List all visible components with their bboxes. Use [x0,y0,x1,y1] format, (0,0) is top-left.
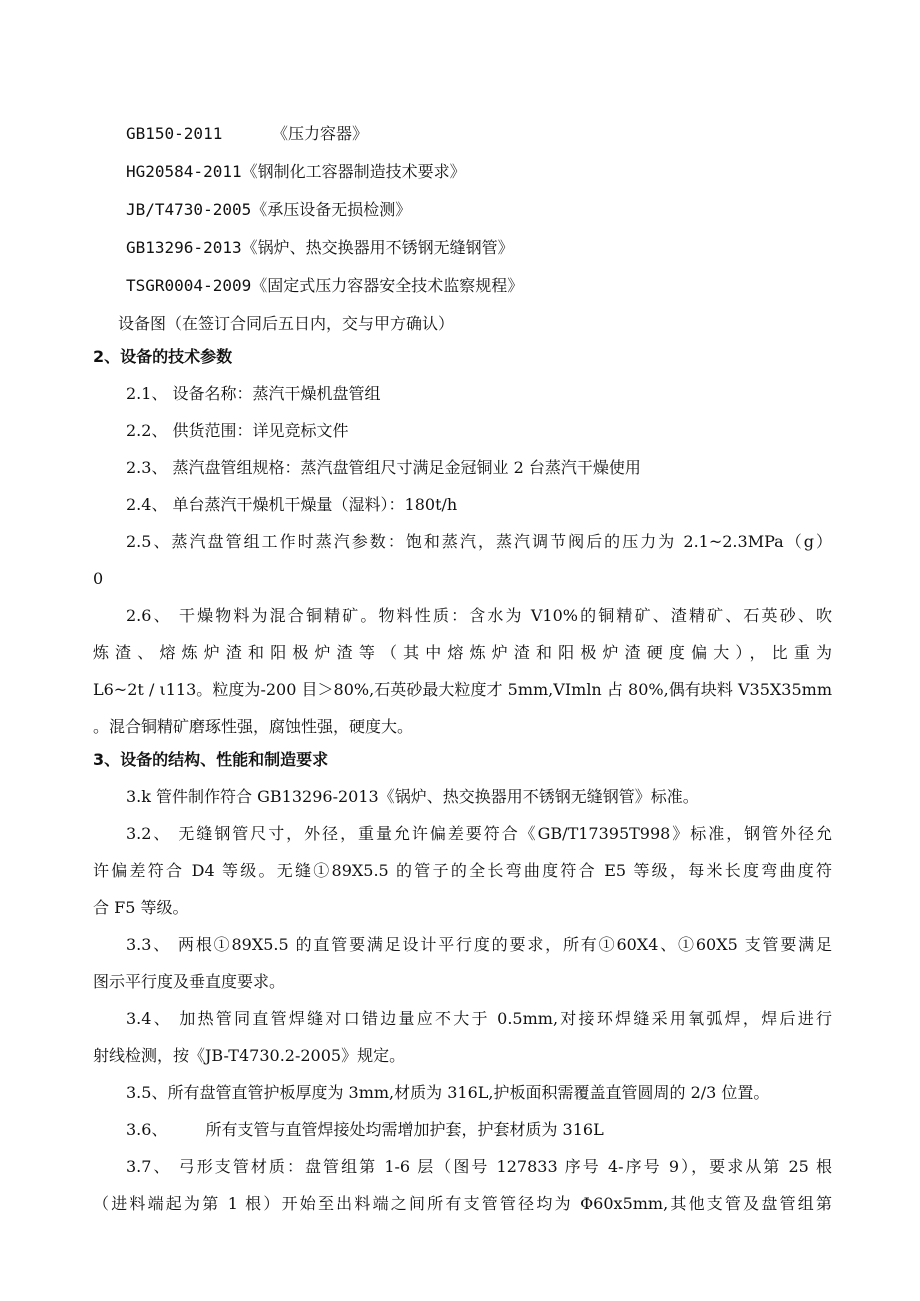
paragraph-2-5-line1: 2.5、蒸汽盘管组工作时蒸汽参数：饱和蒸汽，蒸汽调节阀后的压力为 2.1~2.3MPa（g） [126,532,832,551]
paragraph-3-7-line2: （进料端起为第 1 根）开始至出料端之间所有支管管径均为 Φ60x5mm,其他支管及盘管组第 [93,1194,832,1213]
paragraph-3-1: 3.k 管件制作符合 GB13296-2013《锅炉、热交换器用不锈钢无缝钢管》标准。 [126,787,699,806]
standard-item [126,200,411,220]
paragraph-3-6-text: 所有支管与直管焊接处均需增加护套，护套材质为 316L [205,1120,604,1139]
paragraph-3-2-line3: 合 F5 等级。 [93,898,189,917]
section-heading: 2、设备的技术参数 [93,347,233,366]
paragraph-3-2-line1: 3.2、 无缝钢管尺寸，外径，重量允许偏差要符合《GB/T17395T998》标准，钢管外径允 [126,824,832,843]
standard-item [126,276,523,296]
standard-code: GB150-2011 [126,124,223,143]
paragraph-3-2-line2: 许偏差符合 D4 等级。无缝①89X5.5 的管子的全长弯曲度符合 E5 等级，每米长度弯曲度符 [93,861,832,880]
paragraph-2-6-line1: 2.6、 干燥物料为混合铜精矿。物料性质：含水为 V10%的铜精矿、渣精矿、石英砂、吹 [126,606,832,625]
paragraph-3-3-line1: 3.3、 两根①89X5.5 的直管要满足设计平行度的要求，所有①60X4、①60X5 支管要满足 [126,935,832,954]
standard-item [126,238,514,258]
standard-title: 《承压设备无损检测》 [251,200,412,219]
standard-title: 《固定式压力容器安全技术监察规程》 [251,276,524,295]
standard-item [126,162,466,182]
standard-code: HG20584-2011 [126,162,242,181]
paragraph-3-4-line1: 3.4、 加热管同直管焊缝对口错边量应不大于 0.5mm,对接环焊缝采用氧弧焊，焊后进行 [126,1009,832,1028]
paragraph-2-4: 2.4、 单台蒸汽干燥机干燥量（湿料）：180t/h [126,495,458,514]
paragraph-3-7-line1: 3.7、 弓形支管材质：盘管组第 1-6 层（图号 127833 序号 4-序号 9），要求从第 25 根 [126,1157,832,1176]
paragraph-2-6-line4: 。混合铜精矿磨琢性强，腐蚀性强，硬度大。 [93,717,414,736]
paragraph-3-6 [126,1120,604,1140]
paragraph-2-3: 2.3、 蒸汽盘管组规格：蒸汽盘管组尺寸满足金冠铜业 2 台蒸汽干燥使用 [126,458,641,477]
paragraph-3-4-line2: 射线检测，按《JB-T4730.2-2005》规定。 [93,1046,406,1065]
standard-title: 《压力容器》 [272,124,369,143]
standard-code: GB13296-2013 [126,238,242,257]
standard-title: 《锅炉、热交换器用不锈钢无缝钢管》 [241,238,514,257]
paragraph-3-6-number: 3.6、 [126,1120,168,1139]
paragraph-2-6-line2: 炼渣、熔炼炉渣和阳极炉渣等（其中熔炼炉渣和阳极炉渣硬度偏大），比重为 [93,643,832,662]
paragraph-2-6-line3: L6~2t / ι113。粒度为-200 目＞80%,石英砂最大粒度才 5mm,VImln 占 80%,偶有块料 V35X35mm [93,680,832,699]
drawing-note: 设备图（在签订合同后五日内，交与甲方确认） [118,314,455,333]
paragraph-2-1: 2.1、 设备名称：蒸汽干燥机盘管组 [126,384,381,403]
paragraph-3-5: 3.5、所有盘管直管护板厚度为 3mm,材质为 316L,护板面积需覆盖直管圆周的 2/3 位置。 [126,1083,770,1102]
paragraph-3-3-line2: 图示平行度及垂直度要求。 [93,972,286,991]
paragraph-2-2: 2.2、 供货范围：详见竞标文件 [126,421,349,440]
standard-item [126,124,368,144]
standard-code: JB/T4730-2005 [126,200,252,219]
paragraph-2-5-line2: 0 [93,569,104,588]
standard-code: TSGR0004-2009 [126,276,252,295]
standard-title: 《钢制化工容器制造技术要求》 [241,162,466,181]
section-heading: 3、设备的结构、性能和制造要求 [93,750,329,769]
